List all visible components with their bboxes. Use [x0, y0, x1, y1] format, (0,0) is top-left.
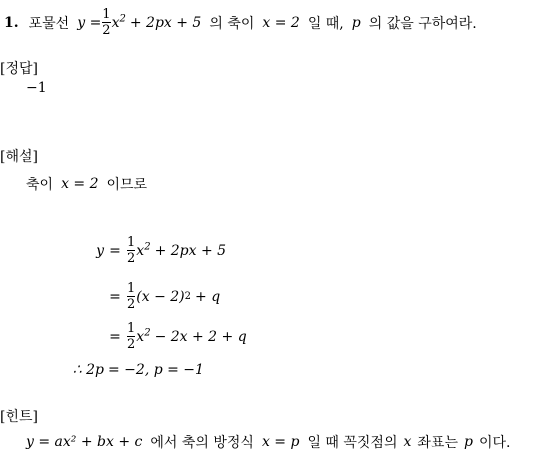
- problem-text-d: 의 값을 구하여라.: [368, 15, 477, 32]
- conclusion-lhs: ∴ 2p: [72, 362, 104, 378]
- problem-var: p: [351, 14, 361, 31]
- problem-axis: x = 2: [262, 14, 300, 31]
- equation-row-2: = $\frac{1}{2}$ (x − 2) 2 + q: [0, 282, 220, 311]
- hint-text-c: 좌표는: [417, 435, 458, 451]
- solution-line1-b: x = 2: [61, 176, 99, 192]
- solution-label: [해설]: [0, 149, 38, 165]
- answer-label: [정답]: [0, 61, 38, 77]
- problem-text-a: 포물선: [28, 15, 70, 32]
- hint-eq: y = ax² + bx + c: [26, 434, 143, 450]
- hint-label: [힌트]: [0, 409, 38, 425]
- answer-value: −1: [26, 80, 47, 96]
- solution-line1: [26, 174, 147, 194]
- problem-text-c: 일 때,: [307, 15, 344, 32]
- equation-l2-rest: (x − 2): [136, 288, 185, 305]
- hint-text-b: 일 때 꼭짓점의: [307, 435, 398, 451]
- fraction-half: $\frac{1}{2}$: [102, 7, 111, 38]
- fraction-half: $\frac{1}{2}$: [127, 281, 136, 312]
- problem-func-lhs: y =: [77, 14, 102, 31]
- equation-eq-sign: =: [109, 242, 121, 259]
- equation-lhs-y: y: [96, 242, 104, 259]
- hint-eq2: x = p: [261, 434, 300, 450]
- fraction-half: $\frac{1}{2}$: [127, 235, 136, 266]
- problem-number: 1.: [4, 14, 19, 31]
- conclusion-rhs: = −2, p = −1: [108, 362, 204, 378]
- hint-var2: p: [463, 434, 473, 450]
- equation-x-squared: $x^2$: [136, 326, 151, 345]
- hint-text-d: 이다.: [478, 435, 511, 451]
- solution-line1-a: 축이: [26, 177, 54, 193]
- problem-text-b: 의 축이: [209, 15, 255, 32]
- hint-text: [26, 432, 510, 452]
- equation-l2-tail: + q: [195, 288, 221, 305]
- problem-func-rest: + 2px + 5: [129, 14, 202, 31]
- equation-l3-rest: − 2x + 2 + q: [154, 328, 247, 345]
- equation-x-squared: $x^2$: [136, 240, 151, 259]
- problem-x-squared: $x^2$: [111, 12, 126, 31]
- equation-row-1: [0, 236, 226, 265]
- equation-row-3: [0, 322, 247, 351]
- hint-text-a: 에서 축의 방정식: [150, 435, 254, 451]
- hint-var: x: [403, 434, 412, 450]
- equation-eq-sign: =: [109, 328, 121, 345]
- equation-l1-rest: + 2px + 5: [154, 242, 227, 259]
- equation-eq-sign: =: [109, 288, 121, 305]
- fraction-half: $\frac{1}{2}$: [127, 321, 136, 352]
- equation-conclusion: [0, 362, 204, 378]
- problem-statement: [4, 8, 477, 37]
- solution-line1-c: 이므로: [106, 177, 148, 193]
